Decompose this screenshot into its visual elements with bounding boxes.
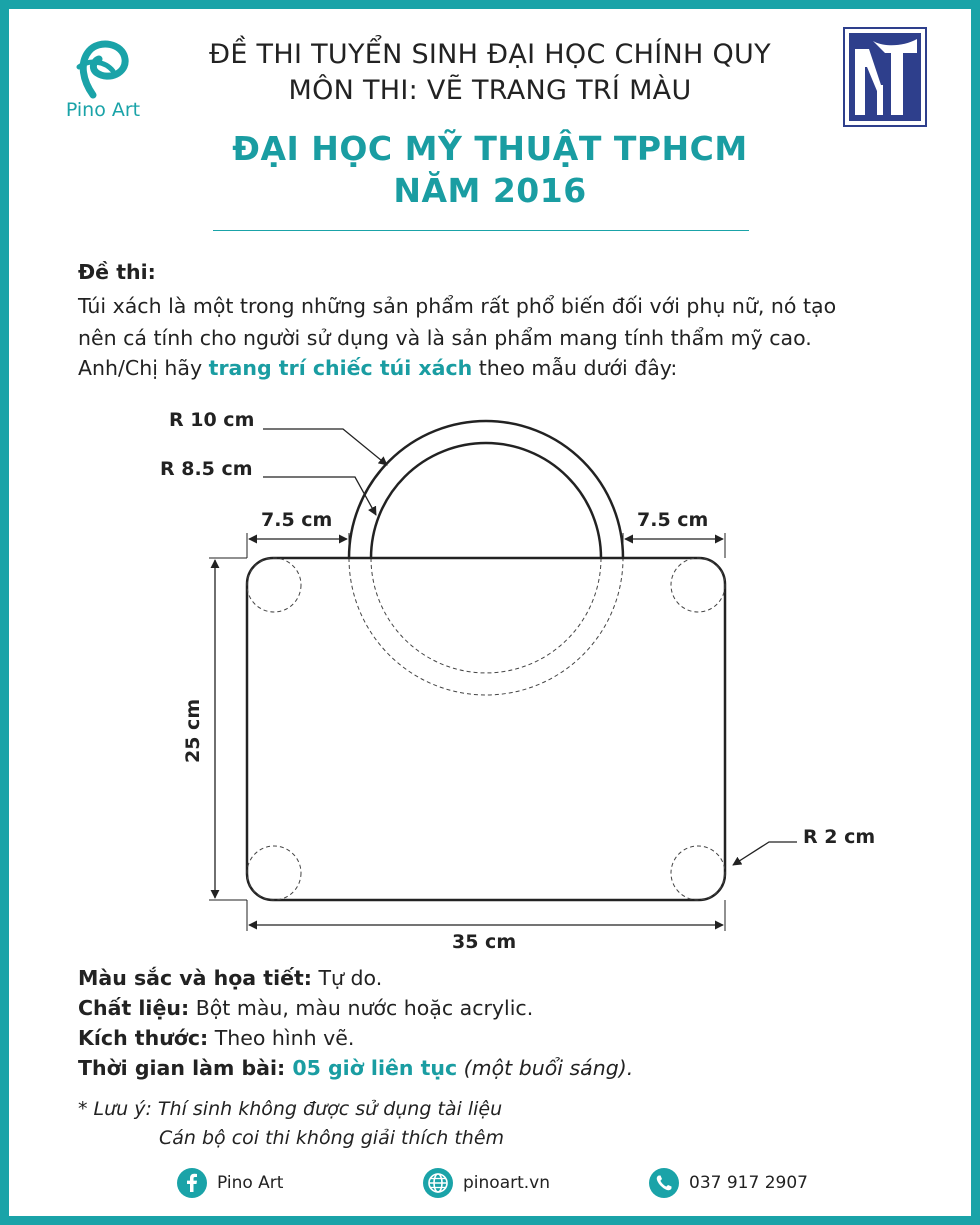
facebook-text: Pino Art: [217, 1173, 284, 1193]
footer-phone[interactable]: [649, 1168, 808, 1198]
time-label: Thời gian làm bài:: [78, 1056, 286, 1080]
detail-size-label: Kích thước:: [78, 1026, 209, 1050]
exam-heading-line1: ĐỀ THI TUYỂN SINH ĐẠI HỌC CHÍNH QUY: [209, 39, 771, 70]
question-line2: nên cá tính cho người sử dụng và là sản phẩm mang tính thẩm mỹ cao.: [78, 326, 812, 350]
exam-year: NĂM 2016: [393, 171, 587, 210]
right-offset-label: 7.5 cm: [637, 509, 709, 531]
question-line3-prefix: Anh/Chị hãy: [78, 356, 209, 380]
corner-circle-bottom-right: [671, 846, 725, 900]
handle-inner-hidden: [371, 558, 601, 673]
corner-circle-bottom-left: [247, 846, 301, 900]
time-note: (một buổi sáng).: [457, 1056, 634, 1080]
corner-circle-top-right: [671, 558, 725, 612]
outer-radius-leader: [263, 429, 387, 465]
width-label: 35 cm: [452, 931, 517, 953]
phone-text: 037 917 2907: [689, 1173, 808, 1193]
detail-material-value: Bột màu, màu nước hoặc acrylic.: [189, 996, 534, 1020]
handle-outer-hidden: [349, 558, 623, 695]
question-label: Đề thi:: [78, 260, 156, 284]
handbag-diagram: [9, 9, 971, 969]
detail-size-value: Theo hình vẽ.: [208, 1026, 355, 1050]
note-line2: Cán bộ coi thi không giải thích thêm: [159, 1127, 505, 1149]
detail-time: [78, 1056, 633, 1080]
corner-radius-leader: [733, 842, 797, 865]
exam-heading-line2: MÔN THI: VẼ TRANG TRÍ MÀU: [288, 75, 692, 106]
question-highlight: trang trí chiếc túi xách: [208, 356, 473, 380]
corner-circle-top-left: [247, 558, 301, 612]
height-label: 25 cm: [182, 698, 204, 763]
phone-icon: [649, 1168, 679, 1198]
question-line1: Túi xách là một trong những sản phẩm rất phổ biến đối với phụ nữ, nó tạo: [78, 294, 837, 318]
globe-icon: [423, 1168, 453, 1198]
detail-color: [78, 966, 382, 990]
outer-radius-label: R 10 cm: [169, 409, 255, 431]
bag-body: [247, 558, 725, 900]
university-title: ĐẠI HỌC MỸ THUẬT TPHCM: [232, 129, 748, 168]
footer-website[interactable]: [423, 1168, 550, 1198]
note-line1: * Lưu ý: Thí sinh không được sử dụng tài liệu: [78, 1098, 503, 1120]
facebook-icon: [177, 1168, 207, 1198]
handle-outer-arc: [349, 421, 623, 558]
time-highlight: 05 giờ liên tục: [285, 1056, 458, 1080]
corner-radius-label: R 2 cm: [803, 826, 876, 848]
handle-inner-arc: [371, 443, 601, 558]
website-text: pinoart.vn: [463, 1173, 551, 1193]
exam-sheet: [9, 9, 971, 1216]
detail-material-label: Chất liệu:: [78, 996, 190, 1020]
detail-material: [78, 996, 533, 1020]
detail-color-value: Tự do.: [312, 966, 383, 990]
pino-art-logo-text: Pino Art: [65, 99, 141, 121]
question-line3-suffix: theo mẫu dưới đây:: [472, 356, 678, 380]
footer-facebook[interactable]: [177, 1168, 283, 1198]
left-offset-label: 7.5 cm: [261, 509, 333, 531]
detail-size: [78, 1026, 354, 1050]
inner-radius-label: R 8.5 cm: [160, 458, 253, 480]
detail-color-label: Màu sắc và họa tiết:: [78, 966, 312, 990]
